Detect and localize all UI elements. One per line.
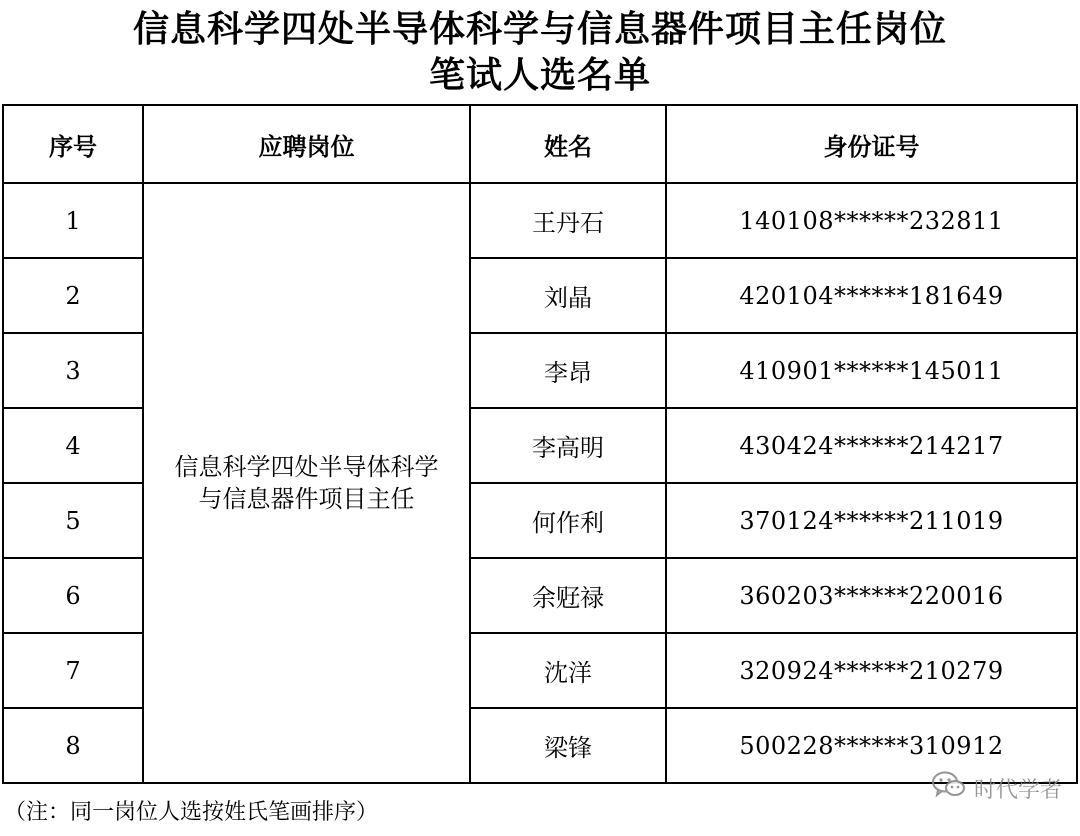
document-subtitle: 笔试人选名单: [428, 55, 651, 96]
row-id-number: 370124******211019: [666, 483, 1077, 558]
header-post: 应聘岗位: [143, 105, 470, 183]
row-index: 3: [3, 333, 143, 408]
row-index: 2: [3, 258, 143, 333]
row-name: 余觃禄: [470, 558, 666, 633]
row-index: 4: [3, 408, 143, 483]
row-id-number: 320924******210279: [666, 633, 1077, 708]
post-line-1: 信息科学四处半导体科学: [174, 453, 439, 481]
header-id-number: 身份证号: [666, 105, 1077, 183]
row-id-number: 500228******310912: [666, 708, 1077, 783]
candidate-table: [2, 104, 1078, 784]
document-title: 信息科学四处半导体科学与信息器件项目主任岗位: [132, 9, 947, 50]
row-index: 5: [3, 483, 143, 558]
row-id-number: 420104******181649: [666, 258, 1077, 333]
row-index: 7: [3, 633, 143, 708]
row-name: 梁锋: [470, 708, 666, 783]
watermark-text: 时代学者: [973, 777, 1062, 803]
table-row: [3, 183, 1077, 258]
account-watermark: [932, 768, 1062, 808]
post-cell: [143, 183, 470, 783]
row-index: 8: [3, 708, 143, 783]
row-id-number: 360203******220016: [666, 558, 1077, 633]
header-index: 序号: [3, 105, 143, 183]
footnote: （注：同一岗位人选按姓氏笔画排序）: [4, 800, 379, 825]
row-id-number: 140108******232811: [666, 183, 1077, 258]
row-id-number: 410901******145011: [666, 333, 1077, 408]
row-id-number: 430424******214217: [666, 408, 1077, 483]
row-name: 李高明: [470, 408, 666, 483]
row-name: 刘晶: [470, 258, 666, 333]
header-name: 姓名: [470, 105, 666, 183]
row-index: 6: [3, 558, 143, 633]
row-name: 王丹石: [470, 183, 666, 258]
row-name: 何作利: [470, 483, 666, 558]
wechat-icon: [932, 771, 966, 805]
row-name: 李昂: [470, 333, 666, 408]
table-header-row: [3, 105, 1077, 183]
row-name: 沈洋: [470, 633, 666, 708]
post-line-2: 与信息器件项目主任: [198, 485, 415, 513]
row-index: 1: [3, 183, 143, 258]
